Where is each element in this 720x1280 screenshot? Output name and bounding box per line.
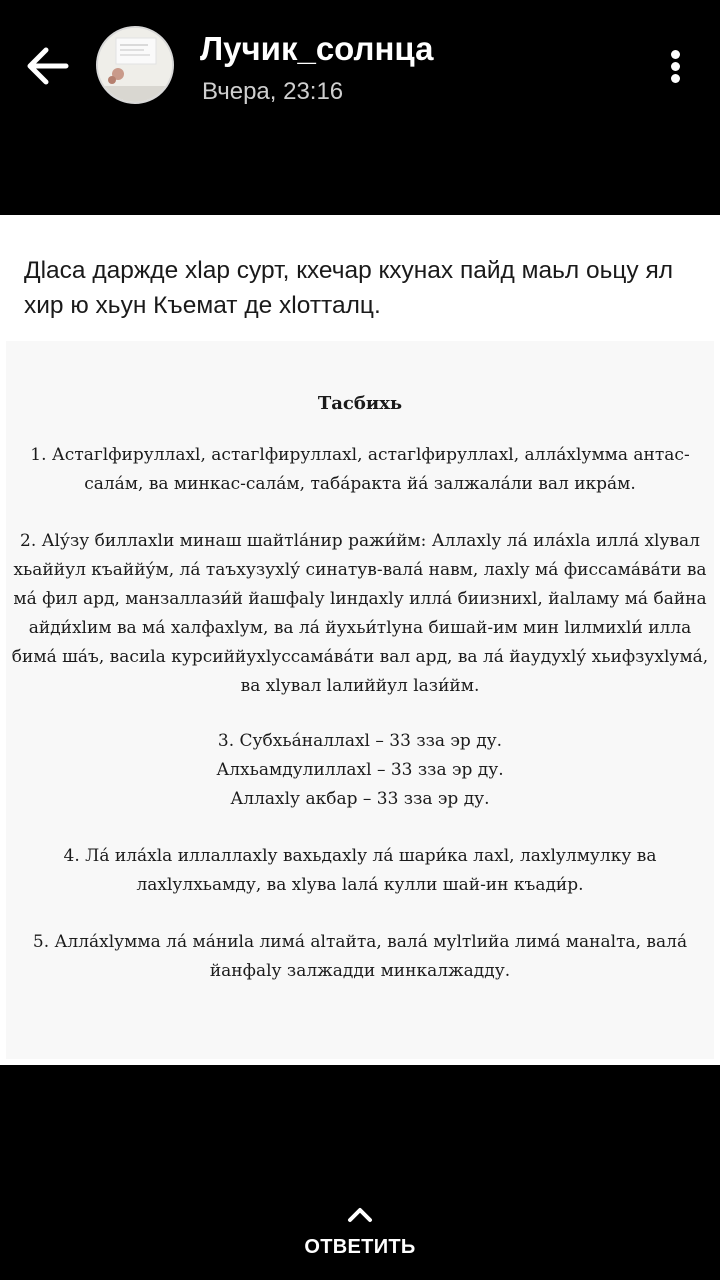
username[interactable]: Лучик_солнца bbox=[200, 30, 434, 67]
story-header bbox=[0, 0, 720, 215]
story-timestamp: Вчера, 23:16 bbox=[202, 78, 344, 105]
story-post bbox=[0, 215, 720, 1065]
image-title: Тасбихь bbox=[317, 393, 403, 414]
back-button[interactable] bbox=[22, 44, 72, 88]
menu-button[interactable] bbox=[664, 48, 688, 86]
avatar[interactable] bbox=[96, 26, 174, 104]
image-paragraph-2: 2. Аlу́зу биллахlи минаш шайтlа́нир ражи́йм: Аллахlу ла́ ила́хlа илла́ хlувал хьаййул къаййу́м, ла́ таъхузухlу́ синатув-вала́ навм, лахlу ма́ фиссама́ва́ти ва ма́ фил ард, манзаллази́й йашфаlу lиндахlу илла́ биизнихl, йаlламу ма́ байна айди́хlим ва ма́ халфахlум, ва ла́ йухьи́тlуна бишай-им мин lилмихlи́ илла бима́ ша́ъ, васиlа курсиййухlуссама́ва́ти вал ард, ва ла́ йаудухlу́ хьифзухlума́, ва хlувал lалиййул lази́йм. bbox=[11, 531, 709, 696]
chevron-up-icon bbox=[344, 1204, 376, 1224]
image-line: Алхьамдулиллахl – 33 зза эр ду. bbox=[216, 760, 504, 780]
image-paragraph-3 bbox=[6, 727, 714, 814]
avatar-image bbox=[98, 28, 172, 102]
image-paragraph-4: 4. Ла́ ила́хlа иллаллахlу вахьдахlу ла́ шари́ка лахl, лахlулмулку ва лахlулхьамду, ва хlува lала́ кулли шай-ин къади́р. bbox=[63, 846, 657, 895]
image-line: 3. Субхьа́наллахl – 33 зза эр ду. bbox=[217, 731, 503, 751]
post-caption: Дlаса даржде хlар сурт, кхечар кхунах пайд маьл оьцу ял хир ю хьун Къемат де хlотталц. bbox=[24, 257, 674, 319]
reply-label: ОТВЕТИТЬ bbox=[304, 1236, 416, 1258]
arrow-left-icon bbox=[22, 44, 72, 88]
story-image bbox=[6, 341, 714, 1059]
image-line: Аллахlу акбар – 33 зза эр ду. bbox=[230, 789, 490, 809]
image-paragraph-1: 1. Астагlфируллахl, астагlфируллахl, астагlфируллахl, алла́хlумма антас-сала́м, ва минкас-сала́м, таба́ракта йа́ залжала́ли вал икра́м. bbox=[30, 445, 690, 494]
reply-button[interactable] bbox=[0, 1196, 720, 1266]
image-paragraph-5: 5. Алла́хlумма ла́ ма́ниlа лима́ аlтайта, вала́ муlтlийа лима́ манаlта, вала́ йанфаlу залжадди минкалжадду. bbox=[32, 932, 688, 981]
